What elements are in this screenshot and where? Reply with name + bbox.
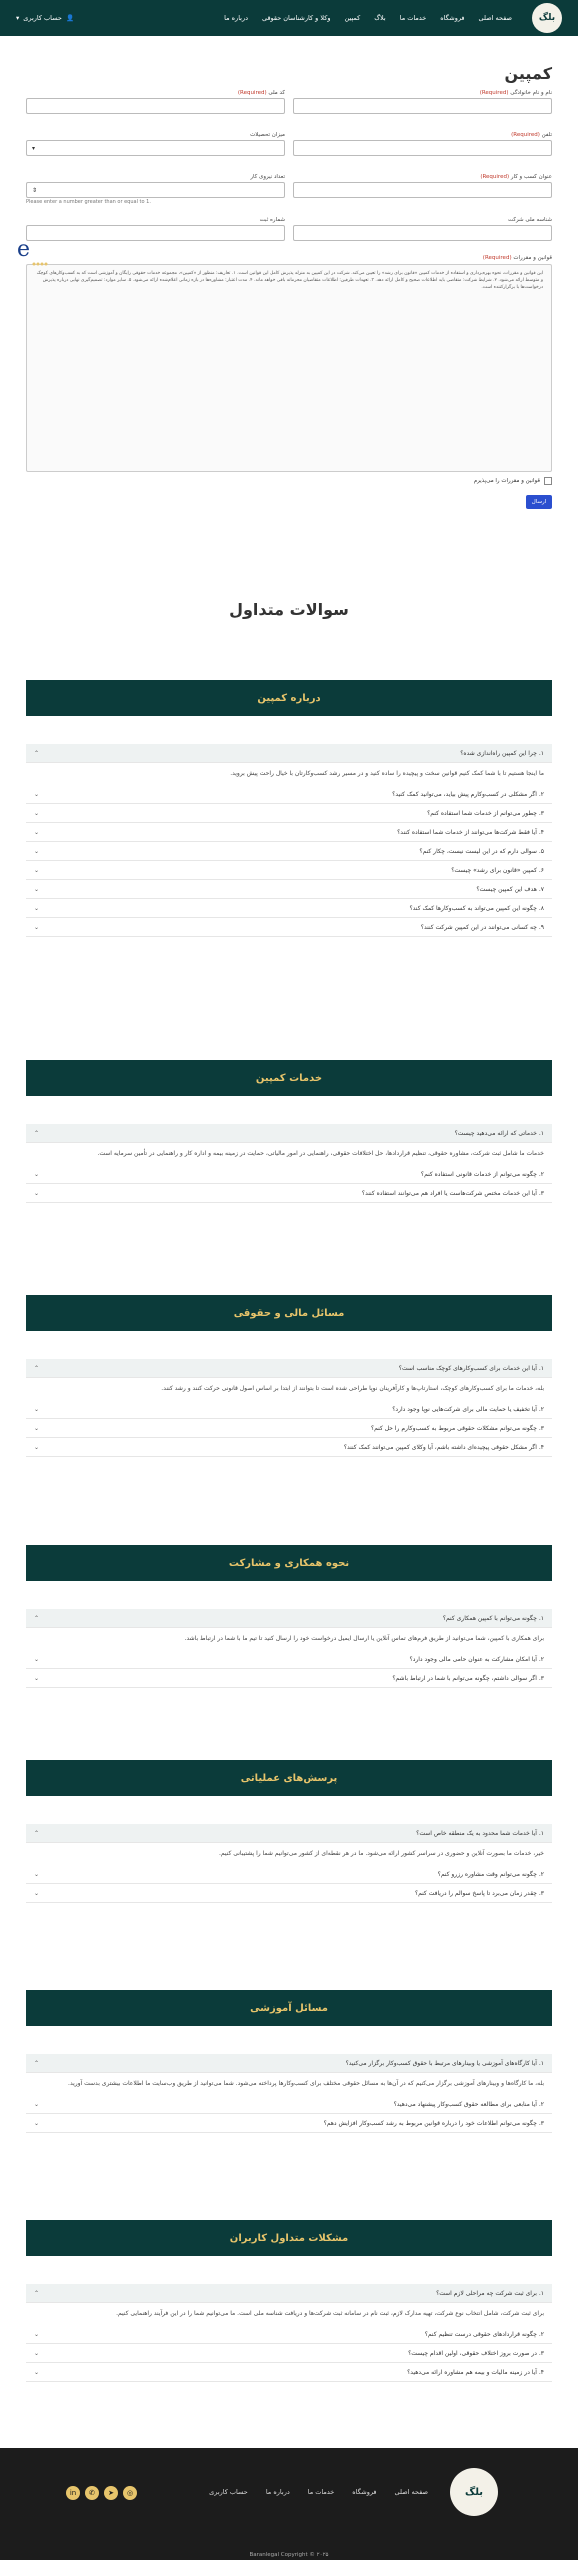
faq-question[interactable] bbox=[26, 2344, 552, 2363]
faq-question[interactable] bbox=[26, 823, 552, 842]
faq-question-text: ۲. آیا امکان مشارکت به عنوان حامی مالی وجود دارد؟ bbox=[409, 1655, 544, 1663]
faq-question-text: ۳. آیا این خدمات مختص شرکت‌هاست یا افراد هم می‌توانند استفاده کنند؟ bbox=[361, 1189, 544, 1197]
faq-question-text: ۲. آیا تخفیف یا حمایت مالی برای شرکت‌هایی نوپا وجود دارد؟ bbox=[392, 1405, 544, 1413]
faq-section bbox=[26, 1060, 552, 1203]
telegram-icon[interactable]: ➤ bbox=[104, 2486, 118, 2500]
faq-section bbox=[26, 1760, 552, 1903]
faq-question[interactable] bbox=[26, 1359, 552, 1378]
faq-question-text: ۲. چگونه قراردادهای حقوقی درست تنظیم کنم؟ bbox=[424, 2330, 544, 2338]
reg-no-input[interactable] bbox=[26, 225, 285, 241]
business-title-input[interactable] bbox=[293, 182, 552, 198]
chevron-up-icon: ⌃ bbox=[34, 1129, 40, 1137]
chevron-down-icon: ⌄ bbox=[34, 2100, 40, 2108]
faq-section bbox=[26, 1295, 552, 1457]
faq-question[interactable] bbox=[26, 2325, 552, 2344]
faq-question-text: ۶. کمپین «قانون برای رشد» چیست؟ bbox=[451, 866, 544, 874]
agree-label: قوانین و مقررات را می‌پذیرم bbox=[473, 478, 540, 484]
chevron-up-icon: ⌃ bbox=[34, 2289, 40, 2297]
chevron-down-icon: ▾ bbox=[32, 144, 36, 152]
faq-section-title: خدمات کمپین bbox=[26, 1060, 552, 1096]
faq-question[interactable] bbox=[26, 899, 552, 918]
footer-nav-item[interactable]: فروشگاه bbox=[352, 2488, 377, 2496]
faq-question[interactable] bbox=[26, 1824, 552, 1843]
faq-question[interactable] bbox=[26, 1419, 552, 1438]
chevron-down-icon: ⌄ bbox=[34, 790, 40, 798]
faq-question[interactable] bbox=[26, 2363, 552, 2382]
nav-item[interactable]: درباره ما bbox=[224, 14, 249, 22]
page-title: کمپین bbox=[504, 64, 552, 83]
instagram-icon[interactable]: ◎ bbox=[123, 2486, 137, 2500]
faq-question-text: ۲. چگونه می‌توانم از خدمات قانونی استفاده کنم؟ bbox=[420, 1170, 544, 1178]
linkedin-icon[interactable]: in bbox=[66, 2486, 80, 2500]
campaign-form bbox=[16, 90, 552, 509]
chevron-down-icon: ⌄ bbox=[34, 809, 40, 817]
user-icon: 👤 bbox=[65, 14, 75, 22]
chevron-down-icon: ⌄ bbox=[34, 1170, 40, 1178]
faq-title: سوالات متداول bbox=[229, 600, 349, 619]
phone-label: تلفن (Required) bbox=[511, 132, 552, 138]
faq-question-text: ۱. آیا این خدمات برای کسب‌وکارهای کوچک مناسب است؟ bbox=[398, 1364, 544, 1372]
submit-button[interactable]: ارسال bbox=[526, 495, 552, 509]
nav-item[interactable]: کمپین bbox=[344, 14, 361, 22]
terms-label: قوانین و مقررات (Required) bbox=[482, 255, 552, 261]
chevron-down-icon: ⌄ bbox=[34, 923, 40, 931]
agree-checkbox[interactable] bbox=[544, 477, 552, 485]
faq-question[interactable] bbox=[26, 1884, 552, 1903]
staff-hint: Please enter a number greater than or equal to 1. bbox=[26, 199, 151, 205]
phone-input[interactable] bbox=[293, 140, 552, 156]
faq-section bbox=[26, 2220, 552, 2382]
faq-section bbox=[26, 680, 552, 937]
chevron-down-icon: ▾ bbox=[16, 14, 20, 22]
faq-question-text: ۳. چگونه می‌توانم اطلاعات خود را درباره قوانین مربوط به رشد کسب‌وکار افزایش دهم؟ bbox=[323, 2119, 544, 2127]
faq-question-text: ۳. در صورت بروز اختلاف حقوقی، اولین اقدام چیست؟ bbox=[408, 2349, 544, 2357]
faq-question[interactable] bbox=[26, 2095, 552, 2114]
faq-section bbox=[26, 1545, 552, 1688]
faq-section-title: نحوه همکاری و مشارکت bbox=[26, 1545, 552, 1581]
faq-question[interactable] bbox=[26, 744, 552, 763]
account-menu[interactable] bbox=[16, 14, 74, 22]
faq-question-text: ۴. اگر مشکل حقوقی پیچیده‌ای داشته باشم، آیا وکلای کمپین می‌توانند کمک کنند؟ bbox=[343, 1443, 544, 1451]
faq-question[interactable] bbox=[26, 804, 552, 823]
faq-question[interactable] bbox=[26, 1609, 552, 1628]
site-logo[interactable]: بلگ bbox=[532, 3, 562, 33]
faq-question[interactable] bbox=[26, 1669, 552, 1688]
chevron-up-icon: ⌃ bbox=[34, 1829, 40, 1837]
faq-question[interactable] bbox=[26, 918, 552, 937]
staff-count-label: تعداد نیروی کار bbox=[250, 174, 285, 180]
faq-question-text: ۷. هدف این کمپین چیست؟ bbox=[476, 885, 544, 893]
chevron-down-icon: ⌄ bbox=[34, 1424, 40, 1432]
company-id-input[interactable] bbox=[293, 225, 552, 241]
chevron-down-icon: ⌄ bbox=[34, 2330, 40, 2338]
full-name-input[interactable] bbox=[293, 98, 552, 114]
faq-question[interactable] bbox=[26, 785, 552, 804]
footer-nav-item[interactable]: خدمات ما bbox=[307, 2488, 335, 2496]
chevron-down-icon: ⌄ bbox=[34, 866, 40, 874]
faq-question[interactable] bbox=[26, 1184, 552, 1203]
faq-question[interactable] bbox=[26, 1124, 552, 1143]
faq-section-title: مسائل مالی و حقوقی bbox=[26, 1295, 552, 1331]
staff-count-stepper[interactable] bbox=[26, 182, 285, 198]
account-label: حساب کاربری bbox=[23, 14, 62, 22]
chevron-down-icon: ⌄ bbox=[34, 904, 40, 912]
faq-question[interactable] bbox=[26, 1165, 552, 1184]
chevron-down-icon: ⌄ bbox=[34, 1655, 40, 1663]
footer-nav bbox=[209, 2488, 428, 2496]
nav-item[interactable]: صفحه اصلی bbox=[478, 14, 512, 22]
faq-question-text: ۳. چطور می‌توانم از خدمات شما استفاده کنم؟ bbox=[427, 809, 544, 817]
faq-question-text: ۵. سوالی دارم که در این لیست نیست، چکار کنم؟ bbox=[419, 847, 544, 855]
faq-question[interactable] bbox=[26, 1865, 552, 1884]
chevron-down-icon: ⌄ bbox=[34, 2368, 40, 2376]
chevron-down-icon: ⌄ bbox=[34, 1889, 40, 1897]
main-nav bbox=[224, 14, 512, 22]
chevron-down-icon: ⌄ bbox=[34, 2349, 40, 2357]
nav-item[interactable]: وکلا و کارشناسان حقوقی bbox=[262, 14, 331, 22]
faq-question[interactable] bbox=[26, 1438, 552, 1457]
chevron-up-icon: ⌃ bbox=[34, 1614, 40, 1622]
faq-question-text: ۹. چه کسانی می‌توانند در این کمپین شرکت کنند؟ bbox=[420, 923, 544, 931]
faq-question-text: ۳. چقدر زمان می‌برد تا پاسخ سوالم را دریافت کنم؟ bbox=[414, 1889, 544, 1897]
faq-question-text: ۴. آیا در زمینه مالیات و بیمه هم مشاوره ارائه می‌دهید؟ bbox=[407, 2368, 544, 2376]
terms-textarea[interactable]: این قوانین و مقررات، نحوه بهره‌برداری و استفاده از خدمات کمپین «قانون برای رشد» را تعیین می‌کند. شرکت در این کمپین به منزله پذیرش کامل این قوانین است. ۱. تعاریف: منظور از «کمپین»، مجموعه خدمات حقوقی رایگان و آموزشی است که به کسب‌وکارهای کوچک و متوسط ارائه می‌شود. ۲. شرایط شرکت: متقاضی باید اطلاعات صحیح و کامل ارائه دهد. ۳. تعهدات طرفین: اطلاعات متقاضیان محرمانه باقی خواهد ماند. ۴. مدت اعتبار: مشاوره‌ها در بازه زمانی اعلام‌شده ارائه می‌شود. ۵. سایر موارد: تصمیم‌گیری نهایی درباره پذیرش درخواست‌ها با برگزارکننده است. bbox=[26, 264, 552, 472]
faq-question-text: ۱. خدماتی که ارائه می‌دهید چیست؟ bbox=[454, 1129, 544, 1137]
faq-question[interactable] bbox=[26, 880, 552, 899]
chevron-down-icon: ⌄ bbox=[34, 885, 40, 893]
faq-question[interactable] bbox=[26, 1400, 552, 1419]
faq-section-title: مسائل آموزشی bbox=[26, 1990, 552, 2026]
faq-section-title: پرسش‌های عملیاتی bbox=[26, 1760, 552, 1796]
faq-question-text: ۲. چگونه می‌توانم وقت مشاوره رزرو کنم؟ bbox=[437, 1870, 544, 1878]
nav-item[interactable]: فروشگاه bbox=[440, 14, 465, 22]
footer-logo[interactable]: بلگ bbox=[450, 2468, 498, 2516]
social-links bbox=[66, 2486, 137, 2500]
chevron-up-icon: ⌃ bbox=[34, 749, 40, 757]
agree-row bbox=[26, 477, 552, 485]
chevron-up-icon: ⌃ bbox=[34, 2059, 40, 2067]
chevron-down-icon: ⌄ bbox=[34, 828, 40, 836]
chevron-down-icon: ⌄ bbox=[34, 2119, 40, 2127]
faq-question-text: ۱. برای ثبت شرکت چه مراحلی لازم است؟ bbox=[436, 2289, 544, 2297]
chevron-down-icon: ⌄ bbox=[34, 1870, 40, 1878]
reg-no-label: شماره ثبت bbox=[259, 217, 285, 223]
faq-question[interactable] bbox=[26, 2284, 552, 2303]
footer bbox=[0, 2448, 578, 2560]
stepper-arrows-icon: ⇕ bbox=[32, 186, 38, 194]
faq-question-text: ۲. اگر مشکلی در کسب‌وکارم پیش بیاید، می‌توانید کمک کنید؟ bbox=[392, 790, 544, 798]
faq-answer: بله، ما کارگاه‌ها و وبینارهای آموزشی برگزار می‌کنیم که در آن‌ها به مسائل حقوقی مختلف برای کسب‌وکارها پرداخته می‌شود. شما می‌توانید از طریق وب‌سایت ما اطلاعات بیشتری بدست آورید. bbox=[68, 2080, 544, 2087]
faq-answer: خیر، خدمات ما بصورت آنلاین و حضوری در سراسر کشور ارائه می‌شود. ما در هر نقطه‌ای از کشور می‌توانیم شما را پشتیبانی کنیم. bbox=[218, 1850, 544, 1857]
chevron-down-icon: ⌄ bbox=[34, 1405, 40, 1413]
footer-nav-item[interactable]: درباره ما bbox=[265, 2488, 290, 2496]
footer-nav-item[interactable]: صفحه اصلی bbox=[394, 2488, 428, 2496]
faq-question[interactable] bbox=[26, 842, 552, 861]
faq-question-text: ۲. آیا منابعی برای مطالعه حقوق کسب‌وکار پیشنهاد می‌دهید؟ bbox=[393, 2100, 544, 2108]
full-name-label: نام و نام خانوادگی (Required) bbox=[479, 90, 552, 96]
company-id-label: شناسه ملی شرکت bbox=[507, 217, 552, 223]
copyright: Baranlegal Copyright © ۲۰۲۵ bbox=[249, 2552, 329, 2558]
nav-item[interactable]: خدمات ما bbox=[399, 14, 427, 22]
education-select[interactable] bbox=[26, 140, 285, 156]
national-id-label: کد ملی (Required) bbox=[237, 90, 285, 96]
faq-section-title: مشکلات متداول کاربران bbox=[26, 2220, 552, 2256]
chevron-down-icon: ⌄ bbox=[34, 847, 40, 855]
top-header bbox=[0, 0, 578, 36]
faq-question-text: ۳. چگونه می‌توانم مشکلات حقوقی مربوط به کسب‌وکارم را حل کنم؟ bbox=[370, 1424, 544, 1432]
chevron-down-icon: ⌄ bbox=[34, 1189, 40, 1197]
faq-question-text: ۱. آیا خدمات شما محدود به یک منطقه خاص است؟ bbox=[416, 1829, 544, 1837]
faq-section bbox=[26, 1990, 552, 2133]
faq-question-text: ۴. آیا فقط شرکت‌ها می‌توانند از خدمات شما استفاده کنند؟ bbox=[397, 828, 544, 836]
chevron-up-icon: ⌃ bbox=[34, 1364, 40, 1372]
nav-item[interactable]: بلاگ bbox=[374, 14, 386, 22]
faq-answer: ما اینجا هستیم تا با شما کمک کنیم قوانین سخت و پیچیده را ساده کنید و در مسیر رشد کسب‌وکارتان با خیال راحت پیش بروید. bbox=[230, 770, 544, 777]
faq-question[interactable] bbox=[26, 2114, 552, 2133]
faq-question[interactable] bbox=[26, 1650, 552, 1669]
faq-question-text: ۸. چگونه این کمپین می‌تواند به کسب‌وکارها کمک کند؟ bbox=[409, 904, 544, 912]
chevron-down-icon: ⌄ bbox=[34, 1443, 40, 1451]
svg-text:e: e bbox=[16, 237, 30, 262]
faq-question[interactable] bbox=[26, 861, 552, 880]
enamad-badge[interactable] bbox=[16, 232, 56, 272]
footer-nav-item[interactable]: حساب کاربری bbox=[209, 2488, 248, 2496]
faq-section-title: درباره کمپین bbox=[26, 680, 552, 716]
faq-question-text: ۳. اگر سوالی داشتم، چگونه می‌توانم با شما در ارتباط باشم؟ bbox=[392, 1674, 544, 1682]
whatsapp-icon[interactable]: ✆ bbox=[85, 2486, 99, 2500]
faq-question-text: ۱. چگونه می‌توانم با کمپین همکاری کنم؟ bbox=[442, 1614, 544, 1622]
chevron-down-icon: ⌄ bbox=[34, 1674, 40, 1682]
education-label: میزان تحصیلات bbox=[250, 132, 285, 138]
faq-answer: برای ثبت شرکت، شامل انتخاب نوع شرکت، تهیه مدارک لازم، ثبت نام در سامانه ثبت شرکت‌ها و دریافت شناسه ملی است. ما می‌توانیم شما را در این فرآیند راهنمایی کنیم. bbox=[116, 2310, 544, 2317]
faq-question-text: ۱. چرا این کمپین راه‌اندازی شده؟ bbox=[460, 749, 544, 757]
faq-answer: بله، خدمات ما برای کسب‌وکارهای کوچک، استارتاپ‌ها و کارآفرینان نوپا طراحی شده است تا بتوانند از ابتدا بر اساس اصول قانونی حرکت کنند و رشد کنند. bbox=[161, 1385, 544, 1392]
faq-question[interactable] bbox=[26, 2054, 552, 2073]
national-id-input[interactable] bbox=[26, 98, 285, 114]
business-title-label: عنوان کسب و کار (Required) bbox=[480, 174, 552, 180]
faq-answer: برای همکاری با کمپین، شما می‌توانید از طریق فرم‌های تماس آنلاین یا ارسال ایمیل درخواست خود را ارسال کنید تا تیم ما با شما در ارتباط باشد. bbox=[184, 1635, 544, 1642]
faq-question-text: ۱. آیا کارگاه‌های آموزشی یا وبینارهای مرتبط با حقوق کسب‌وکار برگزار می‌کنید؟ bbox=[345, 2059, 544, 2067]
faq-answer: خدمات ما شامل ثبت شرکت، مشاوره حقوقی، تنظیم قراردادها، حل اختلافات حقوقی، راهنمایی در امور مالیاتی، حمایت در زمینه بیمه و اداره کار و راهنمایی در تأمین سرمایه است. bbox=[97, 1150, 544, 1157]
